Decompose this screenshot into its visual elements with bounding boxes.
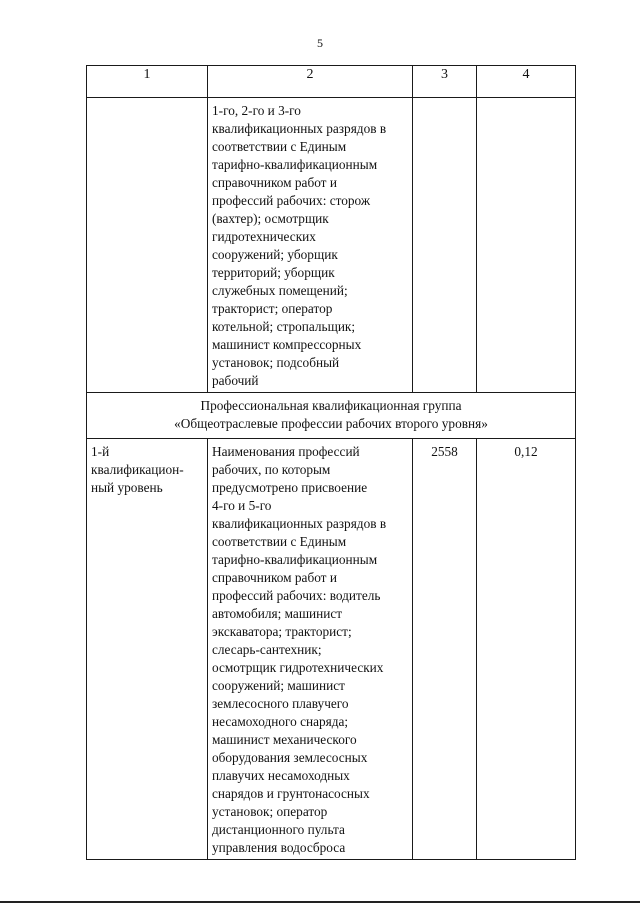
level-professions-text: Наименования профессий рабочих, по которым предусмотрено присвоение 4-го и 5-го квалификационных разрядов в соответствии с Единым тарифно-квалификационным справочником работ и профессий рабочих: водитель автомобиля; машинист экскаватора; тракторист; слесарь-сантехник; осмотрщик гидротехнических сооружений; машинист землесосного плавучего несамоходного снаряда; машинист механического оборудования землесосных плавучих несамоходных снарядов и грунтонасосных установок; оператор дистанционного пульта управления водосброса bbox=[212, 444, 387, 855]
row-cell-salary bbox=[413, 98, 477, 393]
table-header-row bbox=[87, 66, 576, 98]
scan-edge-line bbox=[0, 901, 640, 903]
level-cell-professions bbox=[208, 439, 413, 860]
header-cell-3: 3 bbox=[413, 66, 477, 98]
group-header-row bbox=[87, 393, 576, 439]
row-level-text bbox=[87, 98, 207, 104]
group-header-cell bbox=[87, 393, 576, 439]
salary-table bbox=[86, 65, 576, 860]
level-salary-text: 2558 bbox=[431, 444, 458, 459]
header-cell-4: 4 bbox=[477, 66, 576, 98]
row-cell-level bbox=[87, 98, 208, 393]
level-coefficient-text: 0,12 bbox=[514, 444, 538, 459]
row-coefficient-text bbox=[477, 98, 575, 104]
table-row bbox=[87, 98, 576, 393]
row-salary-text bbox=[413, 98, 476, 104]
table-row bbox=[87, 439, 576, 860]
level-cell-level bbox=[87, 439, 208, 860]
level-name-text: 1-й квалификацион- ный уровень bbox=[91, 444, 184, 495]
header-cell-1: 1 bbox=[87, 66, 208, 98]
level-cell-salary bbox=[413, 439, 477, 860]
row-professions-text: 1-го, 2-го и 3-го квалификационных разрядов в соответствии с Единым тарифно-квалификационным справочником работ и профессий рабочих: сторож (вахтер); осмотрщик гидротехнических сооружений; уборщик территорий; уборщик служебных помещений; тракторист; оператор котельной; стропальщик; машинист компрессорных установок; подсобный рабочий bbox=[212, 103, 387, 388]
row-cell-professions bbox=[208, 98, 413, 393]
level-cell-coefficient bbox=[477, 439, 576, 860]
page-number: 5 bbox=[317, 36, 323, 50]
row-cell-coefficient bbox=[477, 98, 576, 393]
header-cell-2: 2 bbox=[208, 66, 413, 98]
group-header-text: Профессиональная квалификационная группа «Общеотраслевые профессии рабочих второго уровня» bbox=[174, 398, 488, 431]
